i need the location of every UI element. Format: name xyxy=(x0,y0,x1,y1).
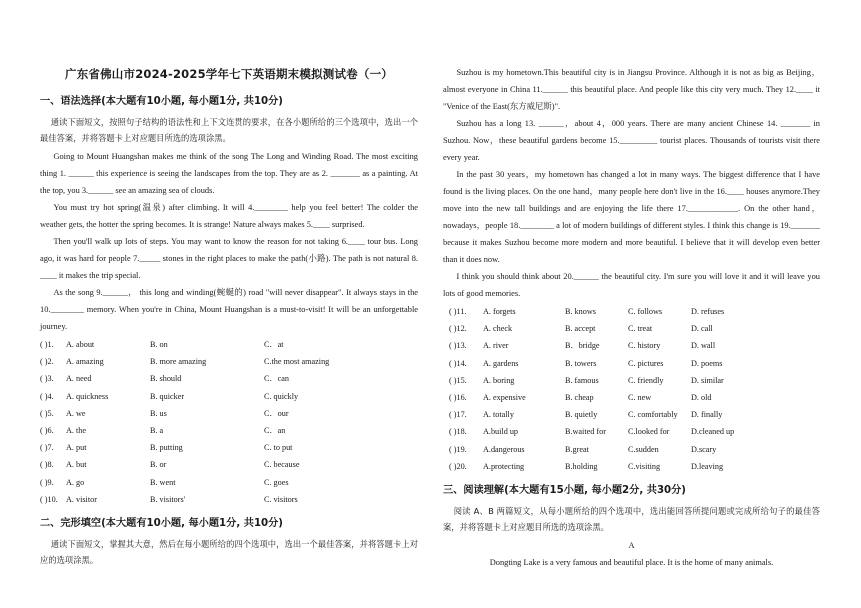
question-row xyxy=(443,441,820,458)
option-c: C. goes xyxy=(264,477,289,487)
question-number: ( )16. xyxy=(449,392,467,402)
option-b: B. famous xyxy=(565,375,599,385)
option-c: C．at xyxy=(264,340,284,349)
question-row xyxy=(40,388,418,405)
option-a: A. about xyxy=(66,340,95,349)
option-b: B. or xyxy=(150,460,167,470)
option-c: C.visiting xyxy=(628,461,661,471)
option-b: B. knows xyxy=(565,307,596,316)
option-a: A. we xyxy=(66,408,86,418)
question-row xyxy=(443,406,820,423)
passage2-paragraph: Suzhou has a long 13. ______，about 4，000 years. There are many ancient Chinese 14. _______ in Suzhou. Now，these beautiful gardens become 15._________ tourist places. Thousands of tourists visit there every year. xyxy=(443,119,820,162)
option-c: C. treat xyxy=(628,324,653,334)
option-c: C．can xyxy=(264,374,290,384)
question-number: ( )11. xyxy=(449,307,467,316)
option-a: A. gardens xyxy=(483,358,519,368)
option-c: C．our xyxy=(264,408,289,418)
question-number: ( )6. xyxy=(40,425,54,435)
option-d: D.leaving xyxy=(691,461,724,471)
question-number: ( )19. xyxy=(449,444,467,454)
option-b: B.great xyxy=(565,444,589,454)
option-b: B. quicker xyxy=(150,391,185,401)
option-d: D. wall xyxy=(691,341,716,351)
question-row xyxy=(40,353,418,370)
option-b: B. more amazing xyxy=(150,357,207,367)
option-c: C. history xyxy=(628,341,661,351)
question-number: ( )9. xyxy=(40,477,54,487)
option-b: B. should xyxy=(150,374,182,384)
option-a: A. check xyxy=(483,324,513,334)
option-b: B. visitors' xyxy=(150,494,186,504)
option-a: A. need xyxy=(66,374,92,384)
section1-instruction: 通读下面短文，按照句子结构的语法性和上下文连贯的要求，在各小题所给的三个选项中，选出一个最佳答案，并将答题卡上对应题目所选的选项涂黑。 xyxy=(40,117,418,143)
option-b: B．bridge xyxy=(565,341,600,351)
option-a: A. forgets xyxy=(483,307,516,316)
option-c: C. quickly xyxy=(264,391,299,401)
question-number: ( )17. xyxy=(449,410,467,420)
question-row xyxy=(443,389,820,406)
section2-heading: 二、完形填空(本大题有10小题, 每小题1分, 共10分) xyxy=(40,517,283,529)
option-a: A. river xyxy=(483,341,509,351)
option-c: C．an xyxy=(264,425,286,435)
option-b: B. quietly xyxy=(565,410,598,420)
option-a: A.build up xyxy=(483,427,519,437)
question-row xyxy=(443,458,820,475)
question-number: ( )8. xyxy=(40,460,54,470)
passage3-first-line: Dongting Lake is a very famous and beautiful place. It is the home of many animals. xyxy=(489,557,774,567)
question-row xyxy=(443,372,820,389)
option-b: B. went xyxy=(150,477,176,487)
option-d: D. finally xyxy=(691,410,723,420)
question-row xyxy=(40,405,418,422)
question-row xyxy=(40,456,418,473)
option-a: A. boring xyxy=(483,375,515,385)
section1-heading: 一、语法选择(本大题有10小题, 每小题1分, 共10分) xyxy=(40,96,283,107)
question-number: ( )14. xyxy=(449,358,467,368)
option-a: A. put xyxy=(66,443,87,453)
option-c: C. visitors xyxy=(264,494,298,504)
section2-options xyxy=(443,303,820,475)
option-d: D. poems xyxy=(691,358,723,368)
passage2-paragraph: I think you should think about 20.______ the beautiful city. I'm sure you will love it and it will leave you lots of good memories. xyxy=(443,272,820,298)
option-a: A.protecting xyxy=(483,461,525,471)
question-number: ( )15. xyxy=(449,375,467,385)
option-b: B. us xyxy=(150,408,167,418)
question-number: ( )18. xyxy=(449,427,467,437)
right-column xyxy=(443,64,820,571)
option-a: A. expensive xyxy=(483,392,526,402)
section3-instruction: 阅读 A、B 两篇短文，从每小题所给的四个选项中，选出能回答所提问题或完成所给句子的最佳答案，并将答题卡上对应题目所选的选项涂黑。 xyxy=(443,505,820,532)
passage1-paragraph: Then you'll walk up lots of steps. You may want to know the reason for not taking 6.____ tour bus. Long ago, it was hard for people 7._____ stones in the right places to make the path(小路). The path is not natural 8. ____ it makes the trip special. xyxy=(40,237,418,280)
question-row xyxy=(443,355,820,372)
option-d: D. old xyxy=(691,392,712,402)
option-a: A. go xyxy=(66,477,85,487)
question-row xyxy=(443,320,820,337)
question-number: ( )4. xyxy=(40,391,54,401)
section3-heading: 三、阅读理解(本大题有15小题, 每小题2分, 共30分) xyxy=(443,484,686,496)
option-c: C.sudden xyxy=(628,444,659,454)
option-d: D. similar xyxy=(691,375,724,385)
option-c: C.looked for xyxy=(628,427,670,437)
question-row xyxy=(443,303,820,320)
question-number: ( )13. xyxy=(449,341,467,351)
option-c: C. to put xyxy=(264,443,293,453)
question-number: ( )7. xyxy=(40,443,54,453)
question-number: ( )5. xyxy=(40,408,54,418)
question-number: ( )2. xyxy=(40,357,54,367)
section2-instruction: 通读下面短文，掌握其大意，然后在每小题所给的四个选项中，选出一个最佳答案，并将答题卡上对应的选项涂黑。 xyxy=(40,538,418,565)
option-d: D.cleaned up xyxy=(691,427,735,437)
option-b: B. a xyxy=(150,425,164,435)
option-b: B. accept xyxy=(565,324,596,334)
option-d: D. call xyxy=(691,324,713,334)
option-a: A. the xyxy=(66,425,87,435)
passage1-paragraph: You must try hot spring(温泉) after climbing. It will 4.________ help you feel better! The colder the weather gets, the hotter the spring becomes. It is strange! Nature always makes 5.____ surprised. xyxy=(40,203,418,229)
option-b: B. cheap xyxy=(565,392,594,402)
option-a: A. amazing xyxy=(66,357,104,367)
option-d: D.scary xyxy=(691,444,717,454)
question-row xyxy=(40,370,418,387)
option-a: A. visitor xyxy=(66,494,97,504)
question-row xyxy=(443,337,820,354)
option-c: C. follows xyxy=(628,307,663,316)
question-number: ( )20. xyxy=(449,461,467,471)
question-number: ( )10. xyxy=(40,494,58,504)
option-b: B.waited for xyxy=(565,427,606,437)
section1-options xyxy=(40,336,418,508)
question-row xyxy=(40,336,418,353)
question-row xyxy=(40,491,418,508)
question-number: ( )12. xyxy=(449,324,467,334)
page-title: 广东省佛山市2024-2025学年七下英语期末模拟测试卷（一） xyxy=(65,67,393,81)
option-b: B. putting xyxy=(150,443,183,453)
option-b: B. on xyxy=(150,340,168,349)
option-a: A. but xyxy=(66,460,87,470)
question-number: ( )3. xyxy=(40,374,54,384)
passage1-paragraph: Going to Mount Huangshan makes me think of the song The Long and Winding Road. The most exciting thing 1. ______ this experience is seeing the landscapes from the top. They are as 2. _______ as a painting. At the top, you 3.______ see an amazing sea of clouds. xyxy=(40,152,418,195)
option-c: C. comfortably xyxy=(628,410,678,420)
question-row xyxy=(40,439,418,456)
option-c: C.the most amazing xyxy=(264,357,330,367)
option-b: B.holding xyxy=(565,461,598,471)
passage2-paragraph: In the past 30 years，my hometown has changed a lot in many ways. The biggest difference that I have found is the living places. On the one hand，many people here don't live in the 16.____ houses anymore.They move into the new tall buildings and are enjoying the life there 17.____________. On the other hand，nowadays，people 18.________ a lot of modern buildings of different styles. I think this change is 19._______ because it makes Suzhou become more modern and more beautiful. I believe that it will develop even better than it does now. xyxy=(443,170,820,264)
question-number: ( )1. xyxy=(40,340,54,349)
option-a: A. totally xyxy=(483,410,514,420)
option-a: A.dangerous xyxy=(483,444,525,454)
passage2-paragraph: Suzhou is my hometown.This beautiful city is in Jiangsu Province. Although it is not as big as Beijing，almost everyone in China 11.______ this beautiful place. And people like this city very much. They 12.____ it "Venice of the East(东方威尼斯)". xyxy=(443,68,820,111)
option-c: C. new xyxy=(628,392,652,402)
option-c: C. pictures xyxy=(628,358,664,368)
question-row xyxy=(40,422,418,439)
passage1-paragraph: As the song 9.______， this long and winding(蜿蜒的) road "will never disappear". It always stays in the 10.________ memory. When you're in China, Mount Huangshan is a must-to-visit! It will be an unforgettable journey. xyxy=(40,288,418,331)
option-c: C. friendly xyxy=(628,375,664,385)
passage-label: A xyxy=(628,540,635,550)
question-row xyxy=(443,423,820,440)
option-b: B. towers xyxy=(565,358,597,368)
option-d: D. refuses xyxy=(691,307,725,316)
question-row xyxy=(40,474,418,491)
option-c: C. because xyxy=(264,460,300,470)
left-column xyxy=(40,60,418,570)
option-a: A. quickness xyxy=(66,391,109,401)
